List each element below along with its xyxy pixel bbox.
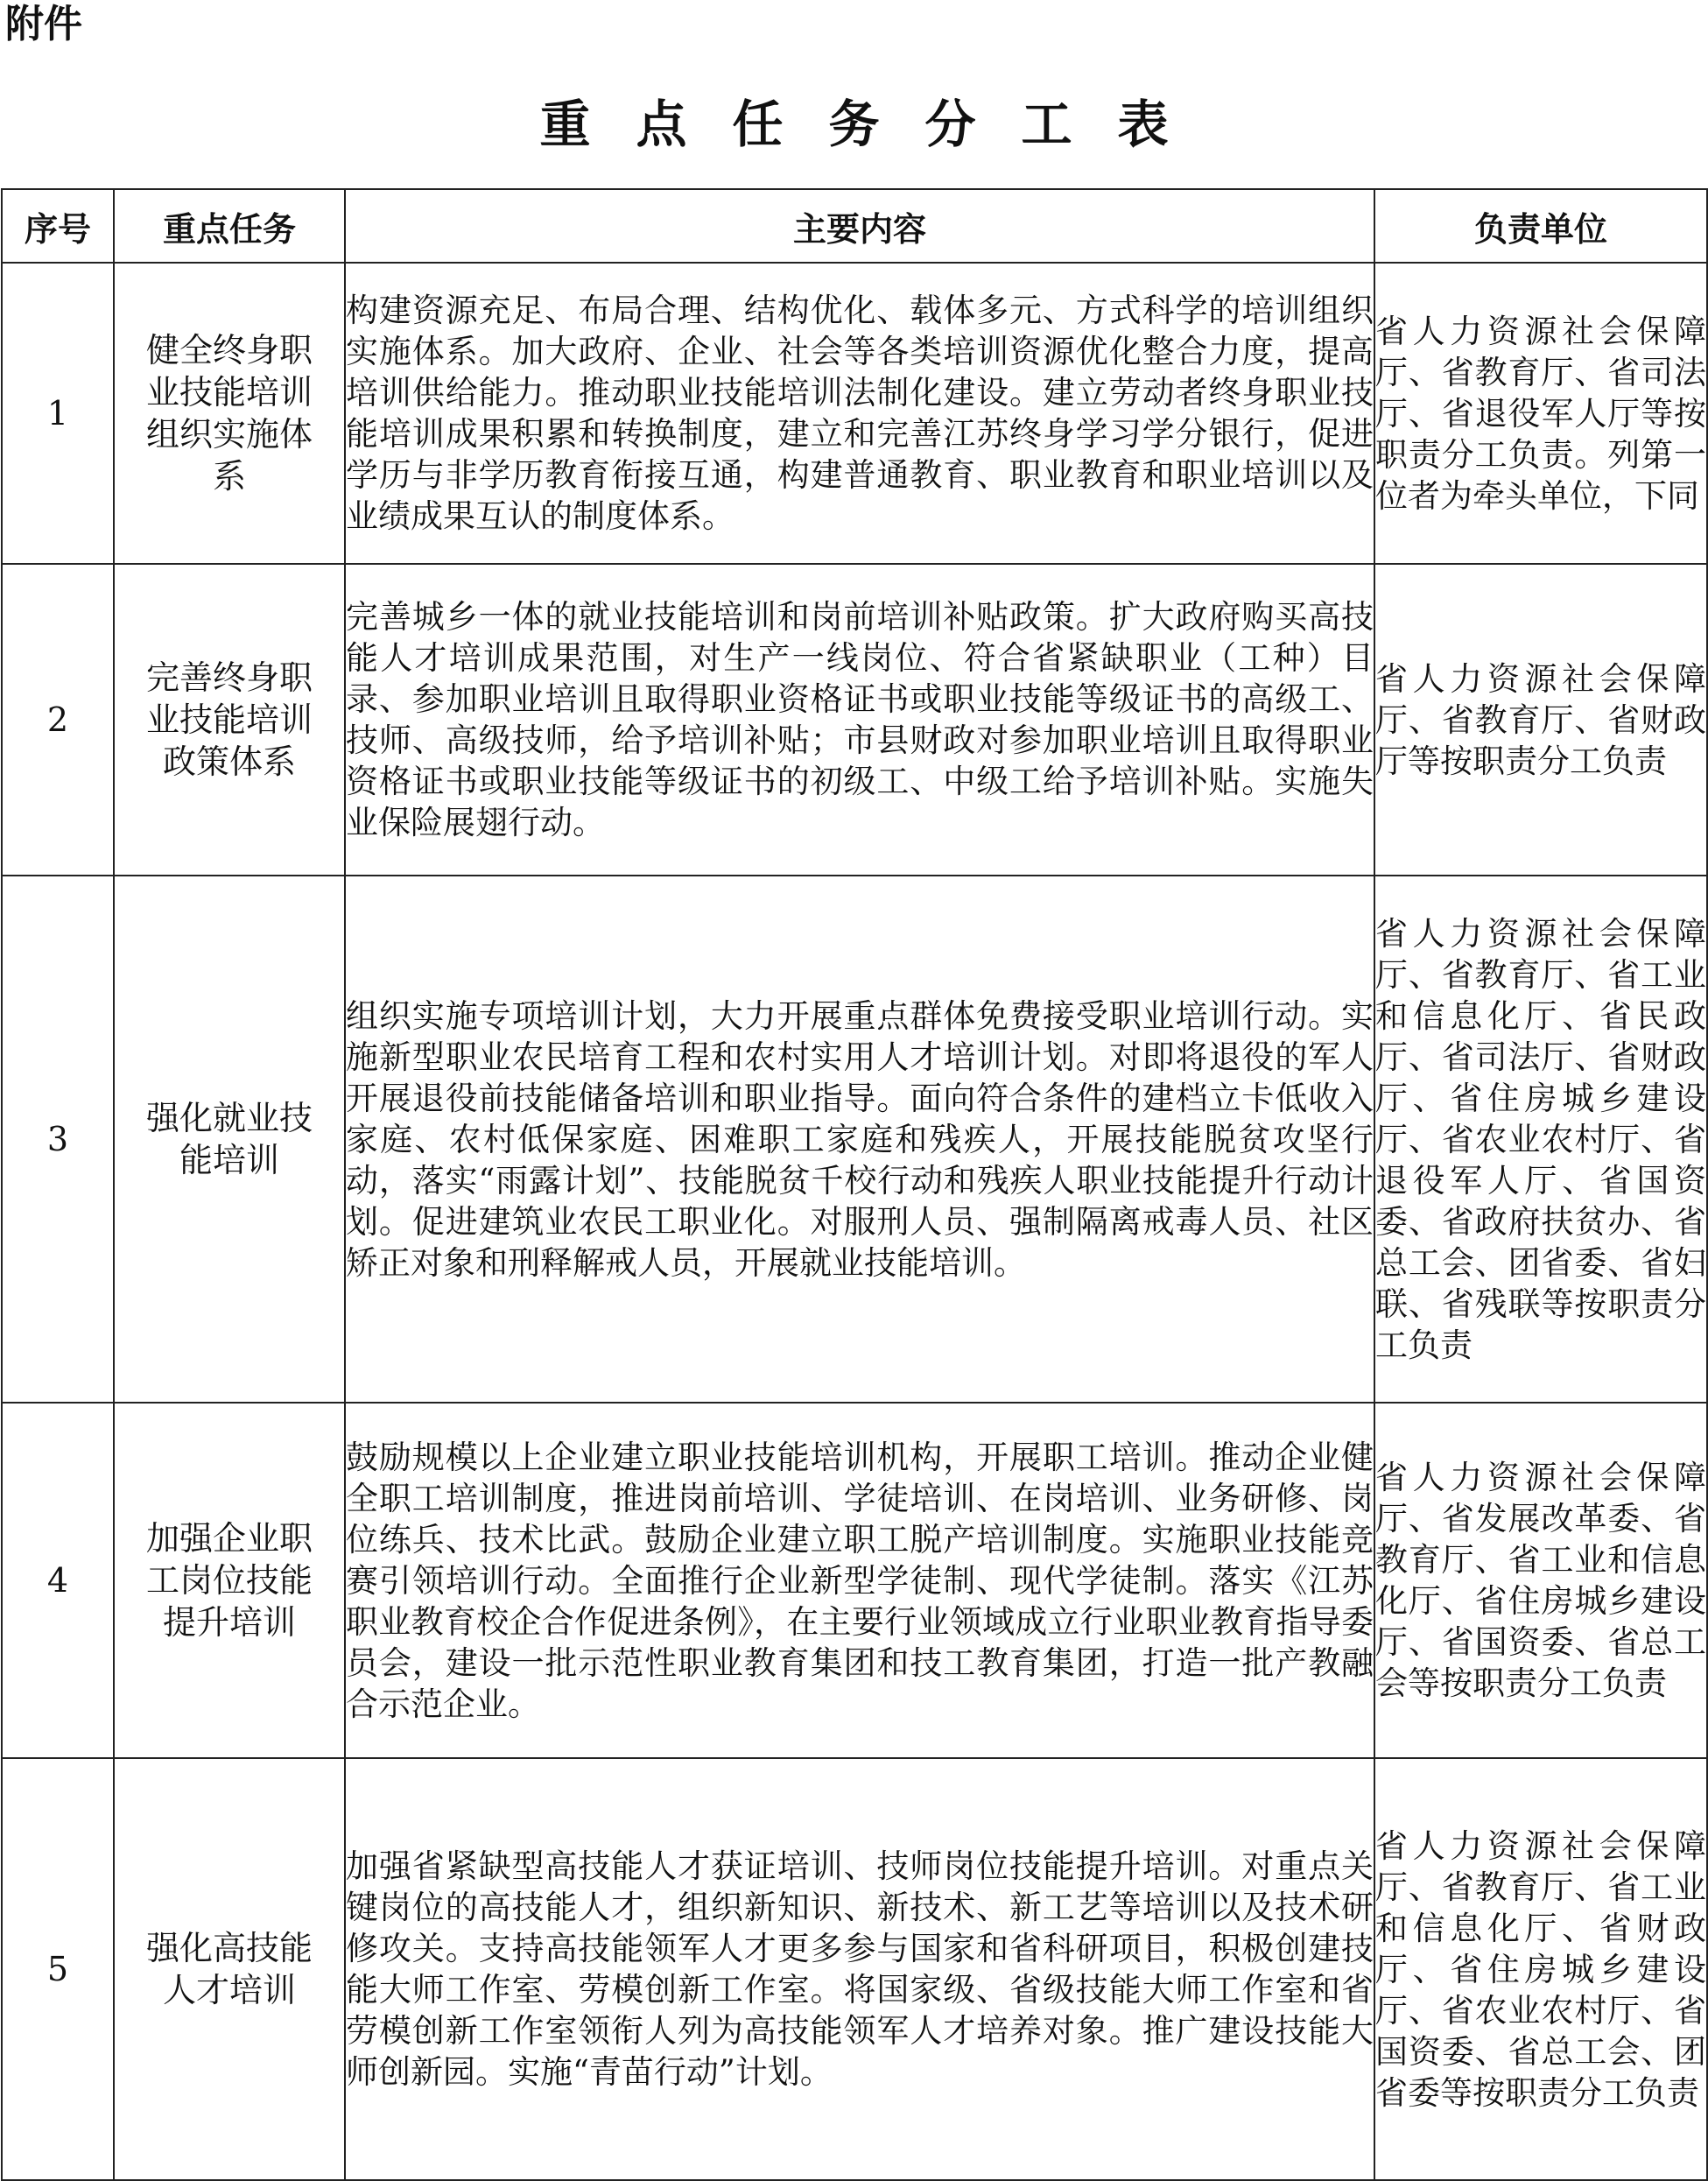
table-header-row: [2, 189, 1707, 263]
row-task: [114, 263, 345, 564]
table-row: [2, 876, 1707, 1403]
row-seq: 1: [2, 263, 114, 564]
row-unit: 省人力资源社会保障厅、省教育厅、省财政厅等按职责分工负责: [1374, 564, 1707, 876]
table-row: [2, 1403, 1707, 1758]
row-content: 加强省紧缺型高技能人才获证培训、技师岗位技能提升培训。对重点关键岗位的高技能人才，组织新知识、新技术、新工艺等培训以及技术研修攻关。支持高技能领军人才更多参与国家和省科研项目，积极创建技能大师工作室、劳模创新工作室。将国家级、省级技能大师工作室和省劳模创新工作室领衔人列为高技能领军人才培养对象。推广建设技能大师创新园。实施“青苗行动”计划。: [345, 1758, 1374, 2180]
row-unit: 省人力资源社会保障厅、省发展改革委、省教育厅、省工业和信息化厅、省住房城乡建设厅、省国资委、省总工会等按职责分工负责: [1374, 1403, 1707, 1758]
row-unit: 省人力资源社会保障厅、省教育厅、省司法厅、省退役军人厅等按职责分工负责。列第一位者为牵头单位，下同: [1374, 263, 1707, 564]
row-task-text: 强化高技能人才培训: [146, 1929, 313, 2009]
row-task: [114, 1758, 345, 2180]
row-task: [114, 564, 345, 876]
attachment-label: 附件: [5, 2, 82, 46]
row-content: 组织实施专项培训计划，大力开展重点群体免费接受职业培训行动。实施新型职业农民培育工程和农村实用人才培训计划。对即将退役的军人开展退役前技能储备培训和职业指导。面向符合条件的建档立卡低收入家庭、农村低保家庭、困难职工家庭和残疾人，开展技能脱贫攻坚行动，落实“雨露计划”、技能脱贫千校行动和残疾人职业技能提升行动计划。促进建筑业农民工职业化。对服刑人员、强制隔离戒毒人员、社区矫正对象和刑释解戒人员，开展就业技能培训。: [345, 876, 1374, 1403]
row-seq: 4: [2, 1403, 114, 1758]
row-task: [114, 1403, 345, 1758]
row-task: [114, 876, 345, 1403]
row-seq: 3: [2, 876, 114, 1403]
row-content: 构建资源充足、布局合理、结构优化、载体多元、方式科学的培训组织实施体系。加大政府、企业、社会等各类培训资源优化整合力度，提高培训供给能力。推动职业技能培训法制化建设。建立劳动者终身职业技能培训成果积累和转换制度，建立和完善江苏终身学习学分银行，促进学历与非学历教育衔接互通，构建普通教育、职业教育和职业培训以及业绩成果互认的制度体系。: [345, 263, 1374, 564]
table-row: [2, 564, 1707, 876]
row-content: 鼓励规模以上企业建立职业技能培训机构，开展职工培训。推动企业健全职工培训制度，推进岗前培训、学徒培训、在岗培训、业务研修、岗位练兵、技术比武。鼓励企业建立职工脱产培训制度。实施职业技能竞赛引领培训行动。全面推行企业新型学徒制、现代学徒制。落实《江苏职业教育校企合作促进条例》，在主要行业领域成立行业职业教育指导委员会，建设一批示范性职业教育集团和技工教育集团，打造一批产教融合示范企业。: [345, 1403, 1374, 1758]
row-task-text: 完善终身职业技能培训政策体系: [146, 658, 313, 781]
table-row: [2, 263, 1707, 564]
row-content: 完善城乡一体的就业技能培训和岗前培训补贴政策。扩大政府购买高技能人才培训成果范围，对生产一线岗位、符合省紧缺职业（工种）目录、参加职业培训且取得职业资格证书或职业技能等级证书的高级工、技师、高级技师，给予培训补贴；市县财政对参加职业培训且取得职业资格证书或职业技能等级证书的初级工、中级工给予培训补贴。实施失业保险展翅行动。: [345, 564, 1374, 876]
row-unit: 省人力资源社会保障厅、省教育厅、省工业和信息化厅、省民政厅、省司法厅、省财政厅、省住房城乡建设厅、省农业农村厅、省退役军人厅、省国资委、省政府扶贫办、省总工会、团省委、省妇联、省残联等按职责分工负责: [1374, 876, 1707, 1403]
row-task-text: 健全终身职业技能培训组织实施体系: [146, 331, 313, 496]
header-seq: 序号: [2, 189, 114, 263]
header-task: 重点任务: [114, 189, 345, 263]
row-seq: 2: [2, 564, 114, 876]
row-task-text: 加强企业职工岗位技能提升培训: [146, 1519, 313, 1642]
header-content: 主要内容: [345, 189, 1374, 263]
row-seq: 5: [2, 1758, 114, 2180]
task-division-table: [1, 188, 1708, 2181]
document-title: 重点任务分工表: [539, 95, 1214, 154]
table-row: [2, 1758, 1707, 2180]
row-task-text: 强化就业技能培训: [146, 1099, 313, 1179]
header-unit: 负责单位: [1374, 189, 1707, 263]
row-unit: 省人力资源社会保障厅、省教育厅、省工业和信息化厅、省财政厅、省住房城乡建设厅、省农业农村厅、省国资委、省总工会、团省委等按职责分工负责: [1374, 1758, 1707, 2180]
